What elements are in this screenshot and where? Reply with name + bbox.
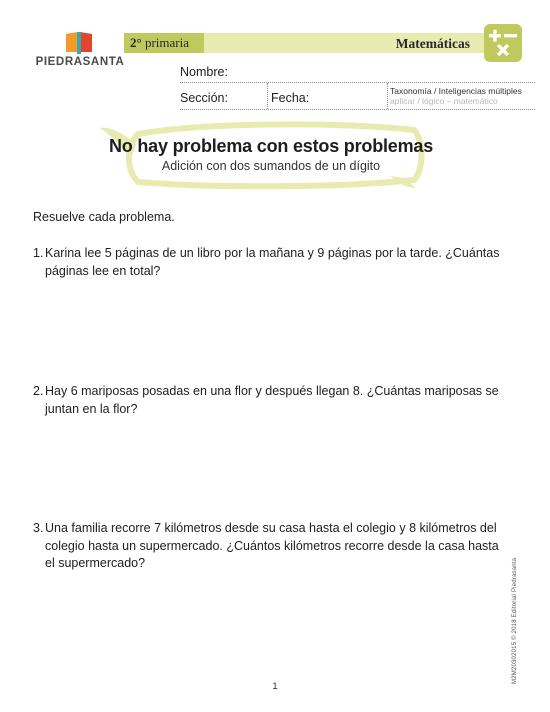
problem-item: [33, 383, 503, 418]
name-field-line: [180, 82, 535, 83]
instructions: Resuelve cada problema.: [33, 210, 175, 224]
page-number: 1: [272, 681, 278, 691]
section-label: Sección:: [180, 91, 228, 105]
grade-word: primaria: [144, 35, 189, 50]
problem-text: Hay 6 mariposas posadas en una flor y después llegan 8. ¿Cuántas mariposas se juntan en la flor?: [45, 384, 499, 416]
field-divider: [267, 83, 268, 109]
page-subtitle: Adición con dos sumandos de un dígito: [161, 159, 381, 173]
problem-item: [33, 245, 503, 280]
date-label: Fecha:: [271, 91, 310, 105]
grade-number: 2°: [130, 35, 142, 50]
page-title: No hay problema con estos problemas: [108, 136, 434, 156]
brand-name: PIEDRASANTA: [35, 56, 125, 68]
plus-minus-times-icon: [484, 24, 522, 62]
piedrasanta-logo: [30, 28, 130, 72]
name-label: Nombre:: [180, 65, 228, 79]
book-logo-icon: [64, 30, 94, 54]
problem-number: 2.: [33, 384, 44, 398]
title-banner: [98, 118, 438, 198]
problem-number: 1.: [33, 246, 44, 260]
taxonomy-subtitle: aplicar / lógico – matemático: [390, 96, 498, 106]
problem-item: [33, 520, 503, 573]
field-divider: [387, 83, 388, 109]
problem-number: 3.: [33, 521, 44, 535]
taxonomy-title: Taxonomía / Inteligencias múltiples: [390, 86, 522, 96]
grade-label: [124, 33, 204, 53]
form-bottom-line: [180, 109, 535, 110]
subject-label: Matemáticas: [204, 33, 486, 53]
side-credit: M2M20302015 © 2018 Editorial Piedrasanta: [512, 557, 518, 684]
problem-text: Karina lee 5 páginas de un libro por la mañana y 9 páginas por la tarde. ¿Cuántas páginas lee en total?: [45, 246, 500, 278]
problem-text: Una familia recorre 7 kilómetros desde su casa hasta el colegio y 8 kilómetros del colegio hasta un supermercado. ¿Cuántos kilómetros recorre desde la casa hasta el supermercado?: [45, 521, 499, 570]
